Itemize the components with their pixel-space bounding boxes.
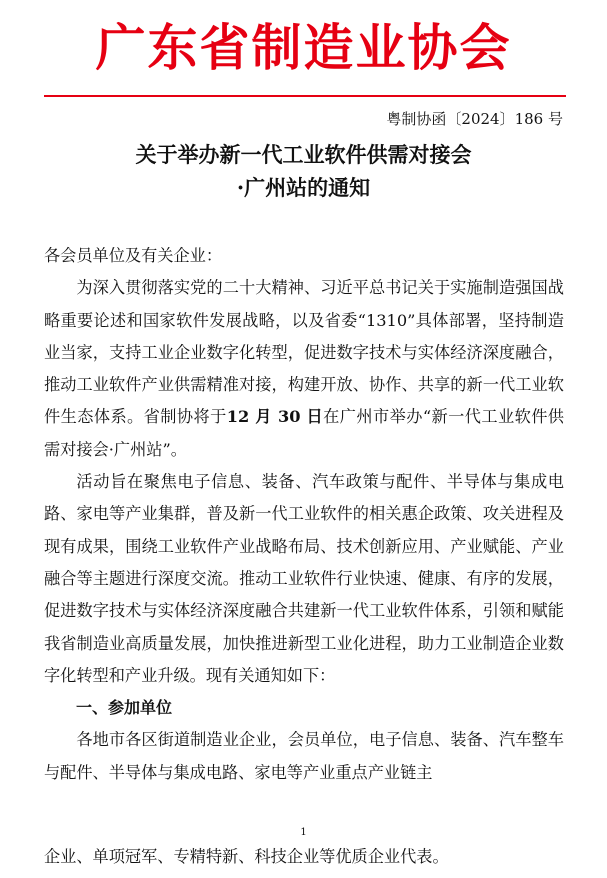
paragraph-intro-text-a: 为深入贯彻落实党的二十大精神、习近平总书记关于实施制造强国战略重要论述和国家软件发展战略，以及省委“1310”具体部署，坚持制造业当家，支持工业企业数字化转型，促进数字技术与实体经济深度融合，推动工业软件产业供需精准对接，构建开放、协作、共享的新一代工业软件生态体系。省制协将于 bbox=[44, 278, 564, 427]
page-number: 1 bbox=[300, 827, 307, 838]
paragraph-activity: 活动旨在聚焦电子信息、装备、汽车政策与配件、半导体与集成电路、家电等产业集群，普及新一代工业软件的相关惠企政策、攻关进程及现有成果，围绕工业软件产业战略布局、技术创新应用、产业赋能、产业融合等主题进行深度交流。推动工业软件行业快速、健康、有序的发展，促进数字技术与实体经济深度融合共建新一代工业软件体系，引领和赋能我省制造业高质量发展，加快推进新型工业化进程，助力工业制造企业数字化转型和产业升级。现有关通知如下： bbox=[44, 472, 564, 685]
document-title bbox=[0, 138, 607, 204]
event-date: 12 月 30 日 bbox=[226, 407, 324, 427]
section-participants-text: 各地市各区街道制造业企业，会员单位，电子信息、装备、汽车整车与配件、半导体与集成电路、家电等产业重点产业链主 bbox=[44, 730, 564, 782]
letterhead-red-rule bbox=[44, 95, 566, 97]
section-heading-participants: 一、参加单位 bbox=[76, 698, 173, 718]
title-line-2: ·广州站的通知 bbox=[236, 175, 371, 200]
document-body bbox=[44, 240, 564, 789]
next-page-text: 企业、单项冠军、专精特新、科技企业等优质企业代表。 bbox=[44, 847, 449, 866]
letterhead-org-name: 广东省制造业协会 bbox=[95, 18, 512, 77]
document-number: 粤制协函〔2024〕186 号 bbox=[386, 110, 563, 128]
salutation: 各会员单位及有关企业： bbox=[44, 246, 223, 265]
title-line-1: 关于举办新一代工业软件供需对接会 bbox=[135, 142, 472, 167]
paragraph-intro bbox=[44, 272, 564, 466]
paragraph-intro-text-b: 在广州市举办“新一代工业软件供需对接会·广州站”。 bbox=[44, 407, 564, 459]
